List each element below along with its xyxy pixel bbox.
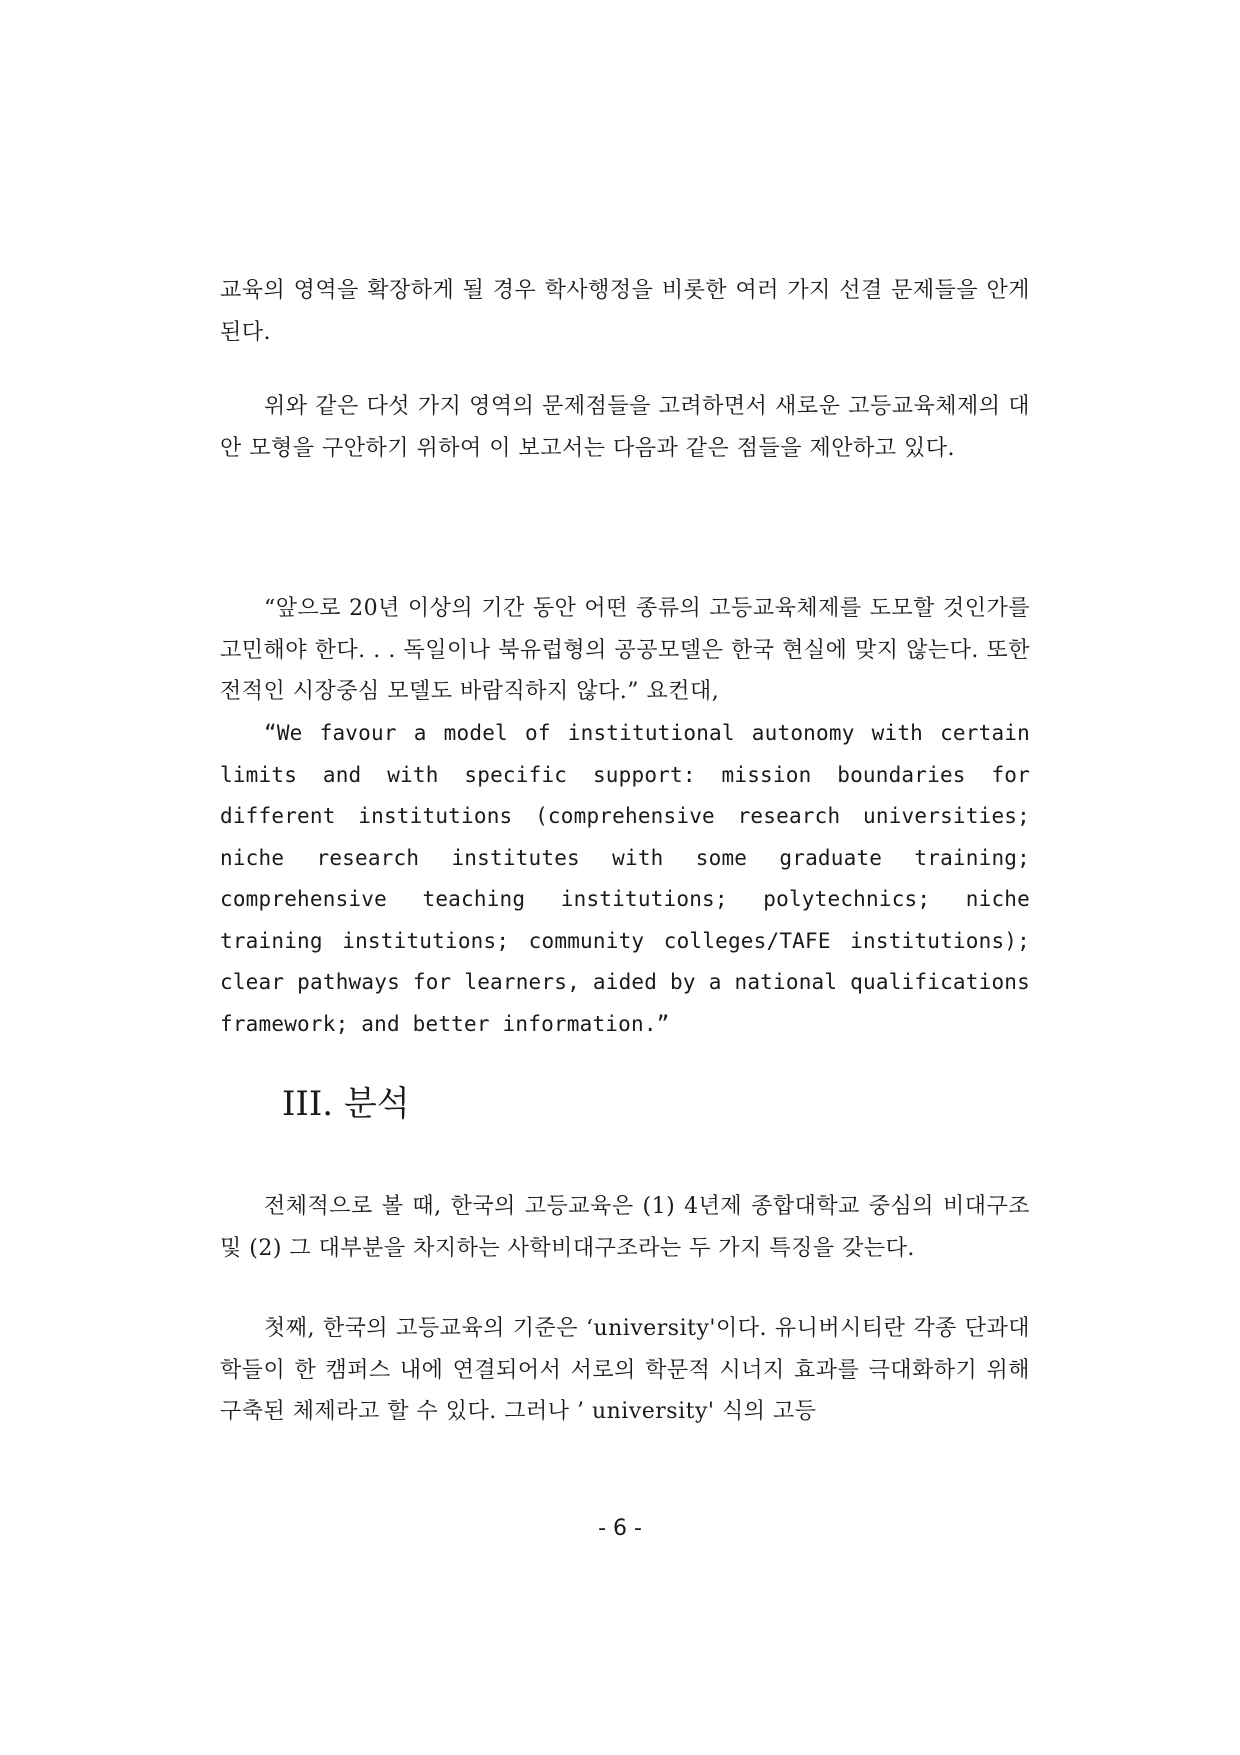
- page-number: - 6 -: [598, 1516, 642, 1541]
- section-heading: III. 분석: [282, 1084, 410, 1124]
- paragraph-proposal-intro: 위와 같은 다섯 가지 영역의 문제점들을 고려하면서 새로운 고등교육체제의 대안 모형을 구안하기 위하여 이 보고서는 다음과 같은 점들을 제안하고 있다.: [220, 394, 1030, 461]
- paragraph-analysis-overview: 전체적으로 볼 때, 한국의 고등교육은 (1) 4년제 종합대학교 중심의 비대구조 및 (2) 그 대부분을 차지하는 사학비대구조라는 두 가지 특징을 갖는다.: [220, 1194, 1030, 1261]
- quote-english: “We favour a model of institutional autonomy with certain limits and with specific support: mission boundaries for different institutions (comprehensive research universities; niche research institutes with some graduate training; comprehensive teaching institutions; polytechnics; niche training institutions; community colleges/TAFE institutions); clear pathways for learners, aided by a national qualifications framework; and better information.”: [220, 721, 1030, 1036]
- paragraph-university-standard: 첫째, 한국의 고등교육의 기준은 ‘university'이다. 유니버시티란 각종 단과대학들이 한 캠퍼스 내에 연결되어서 서로의 학문적 시너지 효과를 극대화하기 위해 구축된 체제라고 할 수 있다. 그러나 ’ university' 식의 고등: [220, 1316, 1030, 1424]
- paragraph-continuation: 교육의 영역을 확장하게 될 경우 학사행정을 비롯한 여러 가지 선결 문제들을 안게 된다.: [220, 278, 1030, 345]
- quote-korean: “앞으로 20년 이상의 기간 동안 어떤 종류의 고등교육체제를 도모할 것인가를 고민해야 한다. . . 독일이나 북유럽형의 공공모델은 한국 현실에 맞지 않는다. 또한 전적인 시장중심 모델도 바람직하지 않다.” 요컨대,: [220, 596, 1030, 704]
